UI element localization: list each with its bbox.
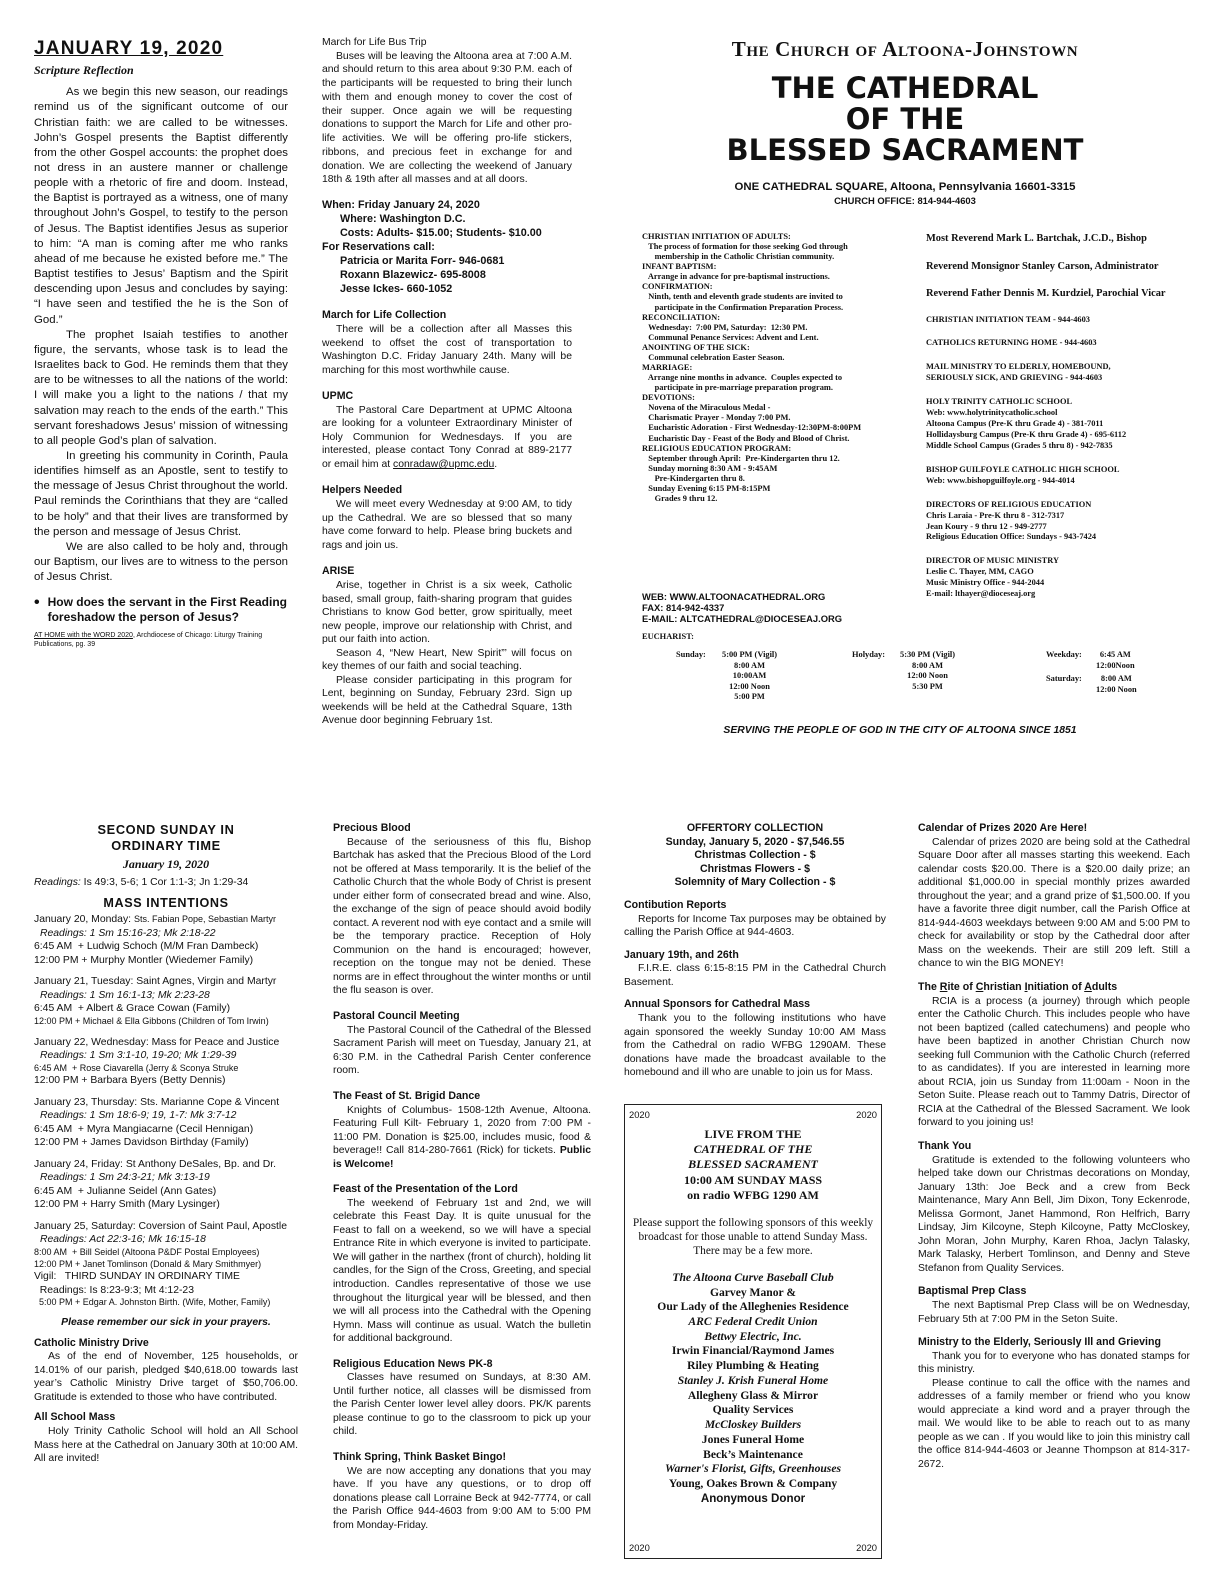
- mass-intention: Readings: Is 8:23-9:3; Mt 4:12-23: [34, 1284, 194, 1296]
- holyday-times: [900, 650, 955, 692]
- sponsor-list: [629, 1271, 877, 1507]
- sponsor-name: ARC Federal Credit Union: [688, 1315, 818, 1329]
- reflection-para: We are also called to be holy and, through our Baptism, our lives are to witness to the person of Jesus Christ.: [34, 540, 288, 584]
- sponsor-name: Young, Oakes Brown & Company: [668, 1476, 838, 1490]
- contact-info: [642, 592, 922, 624]
- mass-day: [34, 1036, 298, 1088]
- reflection-question: • How does the servant in the First Reading foreshadow the person of Jesus?: [34, 594, 287, 625]
- mass-time: 8:00 AM: [912, 660, 943, 670]
- mass-day-readings: Readings: Act 22:3-16; Mk 16:15-18: [40, 1234, 206, 1246]
- mass-intention: 12:00 PM + Murphy Montler (Wiedemer Family): [34, 954, 254, 966]
- fax-number: FAX: 814-942-4337: [642, 601, 725, 613]
- ministry-contact-line: Religious Education Office: Sundays - 943-7424: [926, 532, 1097, 542]
- mass-time: 10:00AM: [732, 671, 767, 680]
- section-title: Ministry to the Elderly, Seriously Ill and Grieving: [918, 1336, 1161, 1349]
- sponsor-name: Garvey Manor &: [709, 1285, 797, 1299]
- ministry-contact-line: DIRECTORS OF RELIGIOUS EDUCATION: [926, 499, 1092, 509]
- mass-day-heading: January 22, Wednesday: Mass for Peace and Justice: [34, 1036, 280, 1048]
- email-link[interactable]: E-MAIL: ALTCATHEDRAL@DIOCESEAJ.ORG: [642, 612, 843, 624]
- radio-sponsors-box: [624, 1104, 882, 1559]
- ministry-contact-group: [926, 397, 1192, 452]
- parish-motto: SERVING THE PEOPLE OF GOD IN THE CITY OF ALTOONA SINCE 1851: [723, 725, 1077, 736]
- mass-intention: 12:00 PM + Janet Tomlinson (Donald & Mary Smithmyer): [34, 1258, 262, 1269]
- mass-day-heading: January 23, Thursday: Sts. Marianne Cope & Vincent: [34, 1096, 280, 1108]
- section-body: Buses will be leaving the Altoona area at 7:00 A.M. and should return to this area about 9:30 P.M. each of the participants will be requested to bring their lunch with them and enough money to cover the cost of their supper. Once again we will be requesting donations to support the March for Life and other pro-life activities. We will be offering pro-life stickers, ribbons, and precious feet in exchange for and donation. We are collecting the weekend of January 18th & 19th after all masses and at all doors.: [322, 50, 572, 186]
- sacrament-info-line: The process of formation for those seeking God through: [642, 242, 848, 252]
- mass-intentions-title: MASS INTENTIONS: [103, 895, 229, 910]
- section-title: Contibution Reports: [624, 898, 727, 911]
- mass-day-readings: Readings: 1 Sm 3:1-10, 19-20; Mk 1:29-39: [40, 1050, 237, 1062]
- sacrament-info-line: membership in the Catholic Christian community.: [642, 252, 835, 262]
- sunday-label: Sunday:: [676, 650, 706, 659]
- mass-day: [34, 1220, 298, 1309]
- trip-details: When: Friday January 24, 2020 Where: Washington D.C. Costs: Adults- $15.00; Students- $10.00 For Reservations call: Patricia or Marita Forr- 946-0681 Roxann Blazewicz- 695-8008 Jesse Ickes- 660-1052: [322, 199, 542, 296]
- ministry-contact-line: Music Ministry Office - 944-2044: [926, 578, 1045, 588]
- section-title: March for Life Collection: [322, 309, 447, 322]
- mass-day-readings: Readings: 1 Sm 18:6-9; 19, 1-7: Mk 3:7-12: [40, 1110, 237, 1122]
- mass-time: 5:30 PM: [912, 681, 943, 691]
- sacrament-info-line: participate in pre-marriage preparation program.: [642, 383, 833, 393]
- offertory-collection: OFFERTORY COLLECTION Sunday, January 5, 2020 - $7,546.55 Christmas Collection - $ Christmas Flowers - $ Solemnity of Mary Collection - $: [665, 822, 845, 889]
- announcements-column-2: [333, 822, 591, 1532]
- mass-day-heading: January 25, Saturday: Coversion of Saint Paul, Apostle: [34, 1220, 287, 1232]
- ministry-contact-group: [926, 338, 1192, 349]
- section-title: Think Spring, Think Basket Bingo!: [333, 1450, 507, 1463]
- ministry-contact-group: [926, 465, 1192, 487]
- announcements-column-3: [918, 822, 1190, 1471]
- section-title: All School Mass: [34, 1411, 116, 1424]
- section-body: We are now accepting any donations that you may have. If you have any questions, or to drop off donations please call Lorraine Beck at 942-7774, or call the Parish Office 944-4603 from 9:00 AM to 5:00 PM from Monday-Friday.: [333, 1465, 591, 1531]
- sponsor-name: Riley Plumbing & Heating: [687, 1359, 819, 1373]
- section-body: As of the end of November, 125 households, or 14.01% of our parish, pledged $40,618.00 towards last year’s Catholic Ministry Drive target of $50,706.00. Gratitude is extended to those who have contributed.: [34, 1351, 298, 1403]
- sunday-times: [722, 650, 777, 703]
- liturgical-date: January 19, 2020: [122, 856, 210, 871]
- section-body: Classes have resumed on Sundays, at 8:30 AM. Until further notice, all classes will be dismissed from the Parish Center lower level alley doors. PK/K parents please continue to go to the classroom to pick up your child.: [333, 1372, 591, 1438]
- sponsor-name: Bettwy Electric, Inc.: [704, 1329, 802, 1343]
- sacrament-info-line: CONFIRMATION:: [642, 282, 713, 292]
- section-title: January 19th, and 26th: [624, 948, 739, 961]
- weekday-times: [1096, 650, 1135, 671]
- cathedral-name: THE CATHEDRAL OF THE BLESSED SACRAMENT: [726, 71, 1084, 167]
- mass-time: 12:00 Noon: [729, 681, 770, 691]
- section-title: March for Life Bus Trip: [322, 37, 427, 48]
- prayer-reminder: Please remember our sick in your prayers.: [61, 1317, 271, 1328]
- sacrament-info-line: RELIGIOUS EDUCATION PROGRAM:: [642, 443, 792, 453]
- sacrament-info-line: RECONCILIATION:: [642, 312, 721, 322]
- mass-day-heading: January 21, Tuesday: Saint Agnes, Virgin and Martyr: [34, 976, 277, 988]
- announcements-column-1: [322, 36, 572, 728]
- mass-intention: 12:00 PM + Barbara Byers (Betty Dennis): [34, 1075, 226, 1087]
- ministry-contact-line: BISHOP GUILFOYLE CATHOLIC HIGH SCHOOL: [926, 464, 1120, 474]
- section-body: Knights of Columbus- 1508-12th Avenue, Altoona. Featuring Full Kilt- February 1, 2020 from 7:00 PM - 11:00 PM. Donation is $25.00, includes music, food & beverage!! Call 814-280-7661 (Rick) for tickets. Public is Welcome!: [333, 1104, 591, 1170]
- section-body: The Pastoral Council of the Cathedral of the Blessed Sacrament Parish will meet on Tuesday, January 21, at 6:30 P.M. in the Cathedral Parish Center conference room.: [333, 1024, 591, 1077]
- mass-time: 5:00 PM: [734, 692, 765, 701]
- radio-broadcast-title: [629, 1127, 877, 1203]
- sacrament-info-line: ANOINTING OF THE SICK:: [642, 342, 750, 352]
- scripture-column: [34, 36, 288, 650]
- mass-time: 8:00 AM: [1100, 674, 1132, 683]
- mass-time: 6:45 AM: [1099, 650, 1131, 659]
- sponsor-appeal: Please support the following sponsors of this weekly broadcast for those unable to attend Sunday Mass. There may be a few more.: [632, 1217, 874, 1257]
- section-body: Holy Trinity Catholic School will hold an All School Mass here at the Cathedral on January 30th at 10:00 AM. All are invited!: [34, 1426, 298, 1465]
- ministry-contact-line: Web: www.bishopguilfoyle.org - 944-4014: [926, 475, 1075, 485]
- section-title: ARISE: [322, 565, 355, 578]
- sacrament-info-line: Arrange nine months in advance. Couples expected to: [642, 373, 843, 383]
- mass-day-heading: January 20, Monday: Sts. Fabian Pope, Sebastian Martyr: [34, 914, 277, 926]
- broadcast-title-line: LIVE FROM THE: [704, 1127, 802, 1141]
- ministry-contact-line: Leslie C. Thayer, MM, CAGO: [926, 567, 1034, 577]
- ministry-contact-line: Chris Laraia - Pre-K thru 8 - 312-7317: [926, 510, 1065, 520]
- section-title: Precious Blood: [333, 822, 411, 834]
- sacrament-info-line: Arrange in advance for pre-baptismal instructions.: [642, 272, 830, 282]
- masthead: [618, 36, 1192, 208]
- mass-intention: 5:00 PM + Edgar A. Johnston Birth. (Wife, Mother, Family): [34, 1297, 271, 1308]
- mass-intention: 12:00 PM + James Davidson Birthday (Family): [34, 1137, 249, 1149]
- box-year: 2020: [856, 1541, 877, 1553]
- section-title: Pastoral Council Meeting: [333, 1009, 460, 1022]
- section-title: UPMC: [322, 390, 354, 403]
- staff-directory: [926, 232, 1192, 613]
- section-body: Calendar of prizes 2020 are being sold at the Cathedral Square Door after all masses starting this weekend. Each calendar costs $20.00. There is a $20.00 daily prize; an additional $1,000.00 in special monthly prizes awarded throughout the year; and a grand prize of $1,500.00. If you have a favorite three digit number, call the Parish Office at 814-944-4603 weekdays between 9:00 AM and 5:00 PM to check for availability or stop by the Cathedral door after Mass on the weekends. Their are still 209 left. Still a chance to win the BIG MONEY!: [918, 836, 1190, 970]
- section-body: There will be a collection after all Masses this weekend to offset the cost of transportation to Washington D.C. Friday January 24th. Many will be marching for this most worthwhile cause.: [322, 324, 572, 376]
- ministry-contact-line: Altoona Campus (Pre-K thru Grade 4) - 381-7011: [926, 419, 1104, 429]
- ministry-contact-line: SERIOUSLY SICK, AND GRIEVING - 944-4603: [926, 373, 1103, 383]
- section-body: Please consider participating in this program for Lent, beginning on Sunday, February 23rd. Sign up weekends will be held at the Cathedral Square, 13th Avenue door beginning February 1st.: [322, 674, 572, 727]
- section-body: RCIA is a process (a journey) through which people enter the Catholic Church. This includes people who have not been baptized (called catechumens) and people who have been baptized in another Christian Church now seeking full Communion with the Catholic Church (referred to as candidates). If you are interested in learning more about RCIA, join us Sunday from 11:00am - Noon in the Seton Suite. Please reach out to Tammy Datris, Director of RCIA at the Cathedral of the Blessed Sacrament. We look forward to you joining us!: [918, 995, 1190, 1129]
- section-body: Thank you for to everyone who has donated stamps for this ministry.: [918, 1350, 1190, 1376]
- sponsor-name: Allegheny Glass & Mirror: [687, 1388, 819, 1402]
- ministry-contact-line: CATHOLICS RETURNING HOME - 944-4603: [926, 338, 1097, 348]
- sponsor-name: Anonymous Donor: [700, 1491, 806, 1505]
- sacrament-info-line: Eucharistic Day - Feast of the Body and Blood of Christ.: [642, 433, 850, 443]
- mass-day: [34, 913, 298, 967]
- mass-intention: 12:00 PM + Harry Smith (Mary Lysinger): [34, 1199, 220, 1211]
- section-title: Annual Sponsors for Cathedral Mass: [624, 998, 811, 1011]
- section-title: Thank You: [918, 1139, 972, 1152]
- ministry-contact-group: [926, 500, 1192, 544]
- liturgical-title: SECOND SUNDAY IN ORDINARY TIME: [97, 822, 235, 854]
- diocese-name: The Church of Altoona-Johnstown: [731, 37, 1079, 61]
- sponsor-name: Our Lady of the Alleghenies Residence: [657, 1300, 849, 1314]
- mass-time: 12:00 Noon: [907, 671, 948, 680]
- sacrament-info-line: Eucharistic Adoration - First Wednesday-12:30PM-8:00PM: [642, 423, 862, 433]
- church-office-phone: CHURCH OFFICE: 814-944-4603: [834, 195, 976, 207]
- mass-intention: 12:00 PM + Michael & Ella Gibbons (Children of Tom Irwin): [34, 1015, 269, 1026]
- citation: AT HOME with the WORD 2020, Archdiocese of Chicago: Liturgy Training Publications, pg. 39: [34, 632, 263, 649]
- section-body: Gratitude is extended to the following volunteers who helped take down our Christmas decorations on Monday, January 13th: Joe Beck and a crew from Beck Maintenance, Mary Ann Bell, Jim Dixon, Tony Eckenrode, Melissa Gormont, Janet Hammond, Ron Helfrich, Barry Lindsay, Jim Kilcoyne, Steph Kilcoyne, Patty McCloskey, John Moran, John Murphy, Karen Rhoa, Jaclyn Talasky, Mark Talasky, Herbert Tomlinson, and Denny and Steve Stefanon from Quality Services.: [918, 1154, 1190, 1274]
- ministry-contact-line: Web: www.holytrinitycatholic.school: [926, 408, 1058, 418]
- website-link[interactable]: WEB: WWW.ALTOONACATHEDRAL.ORG: [642, 591, 826, 602]
- sacraments-info: [642, 232, 912, 504]
- sacrament-info-line: Communal celebration Easter Season.: [642, 352, 785, 362]
- mass-intention: 6:45 AM + Myra Mangiacarne (Cecil Hennigan): [34, 1123, 254, 1135]
- mass-intention: Vigil: THIRD SUNDAY IN ORDINARY TIME: [34, 1271, 240, 1283]
- sacrament-info-line: MARRIAGE:: [642, 363, 693, 373]
- citation-link[interactable]: AT HOME with the WORD 2020: [34, 632, 133, 640]
- staff-administrator: Reverend Monsignor Stanley Carson, Administrator: [926, 260, 1159, 272]
- reflection-para: In greeting his community in Corinth, Paula identifies himself as an Apostle, sent to testify to the message of Jesus Christ throughout the world. Paul reminds the Corinthians that they are “called to be holy” and that their lives are transformed by the person and message of Jesus Christ.: [34, 449, 288, 538]
- mass-day: [34, 975, 298, 1027]
- box-year: 2020: [629, 1109, 650, 1120]
- sacrament-info-line: DEVOTIONS:: [642, 393, 695, 403]
- ministry-contact-group: [926, 556, 1192, 600]
- mass-day: [34, 1158, 298, 1212]
- offertory-column: [624, 822, 886, 1080]
- mass-day: [34, 1096, 298, 1150]
- section-body: F.I.R.E. class 6:15-8:15 PM in the Cathedral Church Basement.: [624, 963, 886, 988]
- mass-day-readings: Readings: 1 Sm 15:16-23; Mk 2:18-22: [40, 927, 216, 939]
- reflection-para: The prophet Isaiah testifies to another figure, the servants, whose task is to lead the Israelites back to God. He reminds them that they are to be witnesses to all the nations of the world: I will make you a light to the nations / that my salvation may reach to the ends of the earth.” This servant foreshadows Jesus’ mission of witnessing to all people God’s plan of salvation.: [34, 328, 288, 447]
- section-title: Feast of the Presentation of the Lord: [333, 1183, 518, 1196]
- sacrament-info-line: Wednesday: 7:00 PM, Saturday: 12:30 PM.: [642, 322, 808, 332]
- weekday-label: Weekday:: [1046, 650, 1082, 659]
- sacrament-info-line: Charismatic Prayer - Monday 7:00 PM.: [642, 413, 791, 423]
- mass-time: 12:00Noon: [1096, 660, 1135, 670]
- ministry-contact-line: E-mail: lthayer@dioceseaj.org: [926, 589, 1036, 599]
- reflection-para: As we begin this new season, our readings remind us of the significant outcome of our Christian faith: we are called to be witnesses. John’s Gospel presents the Baptist differently from the other Gospel accounts: the prophet does not dress in an austere manner or challenge people with a rhetoric of fire and doom. Instead, the Baptist is portrayed as a witness, one of many throughout John’s Gospel, to testify to the person of Jesus. The Baptist identifies Jesus as superior to him: “A man is coming after me who ranks ahead of me because he existed before me.” The Baptist testifies to Jesus’ Baptism and the Spirit descending upon Jesus and concludes by saying: “I have seen and testified the he is the Son of God.”: [34, 86, 288, 326]
- mass-time: 5:00 PM (Vigil): [722, 650, 778, 659]
- box-year: 2020: [629, 1541, 650, 1553]
- box-year: 2020: [856, 1109, 877, 1120]
- mass-intention: 8:00 AM + Bill Seidel (Altoona P&DF Postal Employees): [34, 1246, 260, 1257]
- sacrament-info-line: Communal Penance Services: Advent and Lent.: [642, 332, 819, 342]
- ministry-contact-line: Jean Koury - 9 thru 12 - 949-2777: [926, 521, 1047, 531]
- sacrament-info-line: CHRISTIAN INITIATION OF ADULTS:: [642, 232, 791, 241]
- ministry-contact-line: Middle School Campus (Grades 5 thru 8) - 942-7835: [926, 440, 1113, 450]
- bullet-icon: •: [34, 594, 40, 612]
- ministry-contact-group: [926, 362, 1192, 384]
- section-body: Because of the seriousness of this flu, Bishop Bartchak has asked that the Precious Blood of the Lord not be offered at Mass temporarily. It is the belief of the Catholic Church that the whole Body of Christ is present under either form of consecrated bread and wine. Also, the exchange of the sign of peace should avoid bodily contact. A reverent nod with eye contact and a smile will be the temporary practice. Reception of Holy Communion on the hand is encouraged; however, reception on the tongue may not be denied. These norms are in effect throughout the winter months or until the flu season is over.: [333, 836, 591, 997]
- sponsor-name: Beck’s Maintenance: [703, 1447, 803, 1461]
- sacrament-info-line: Grades 9 thru 12.: [642, 494, 718, 504]
- section-body: Season 4, “New Heart, New Spirit”’ will focus on key themes of our faith and social teaching.: [322, 647, 572, 673]
- staff-vicar: Reverend Father Dennis M. Kurdziel, Parochial Vicar: [926, 288, 1166, 300]
- sacrament-info-line: INFANT BAPTISM:: [642, 262, 717, 272]
- sacrament-info-line: Pre-Kindergarten thru 8.: [642, 473, 745, 483]
- mass-day-heading: January 24, Friday: St Anthony DeSales, Bp. and Dr.: [34, 1158, 277, 1170]
- sponsor-name: Warner's Florist, Gifts, Greenhouses: [665, 1462, 841, 1476]
- section-body: The Pastoral Care Department at UPMC Altoona are looking for a volunteer Extraordinary Minister of Holy Communion for Wednesdays. If you are interested, please contact Tony Conrad at 889-2177 or email him at conradaw@upmc.edu.: [322, 404, 572, 470]
- mass-day-readings: Readings: 1 Sm 16:1-13; Mk 2:23-28: [40, 989, 210, 1001]
- scripture-reflection-title: Scripture Reflection: [34, 63, 134, 78]
- email-link[interactable]: conradaw@upmc.edu: [393, 458, 495, 470]
- section-body: The weekend of February 1st and 2nd, we will celebrate this Feast Day. It is quite unusual for the Feast to fall on a weekend, so we will have a special Entrance Rite in which everyone is invited to participate. We will gather in the narthex (front of church), holding lit candles, for the Sign of the Cross, Greeting, and special introduction. Candles representative of those we use throughout the liturgical year will be blessed, and then we will all process into the Cathedral with the Opening Hymn. Mass will continue as usual. Watch the bulletin for additional background.: [333, 1197, 591, 1345]
- mass-time: 5:30 PM (Vigil): [900, 650, 956, 659]
- bulletin-date: JANUARY 19, 2020: [34, 38, 224, 59]
- sacrament-info-line: September through April: Pre-Kindergarten thru 12.: [642, 453, 840, 463]
- ministry-contact-line: CHRISTIAN INITIATION TEAM - 944-4603: [926, 314, 1090, 324]
- sacrament-info-line: participate in the Confirmation Preparation Process.: [642, 302, 844, 312]
- ministry-contact-line: HOLY TRINITY CATHOLIC SCHOOL: [926, 397, 1073, 407]
- mass-day-readings: Readings: 1 Sm 24:3-21; Mk 3:13-19: [40, 1172, 210, 1184]
- section-title: Baptismal Prep Class: [918, 1285, 1027, 1298]
- ministry-contact-line: MAIL MINISTRY TO ELDERLY, HOMEBOUND,: [926, 362, 1111, 372]
- ministry-contact-group: [926, 315, 1192, 326]
- sacrament-info-line: Sunday Evening 6:15 PM-8:15PM: [642, 483, 771, 493]
- saturday-label: Saturday:: [1046, 674, 1082, 683]
- sponsor-name: Stanley J. Krish Funeral Home: [677, 1373, 829, 1387]
- sacrament-info-line: Novena of the Miraculous Medal -: [642, 403, 771, 413]
- section-title: The Feast of St. Brigid Dance: [333, 1089, 481, 1102]
- section-body: Please continue to call the office with the names and addresses of a family member or friend who you know would appreciate a kind word and a prayer through the mail. We would like to be able to reach out to as many people as we can . If you would like to join this ministry call the office 814-944-4603 or Jeanne Thompson at 814-317-2672.: [918, 1377, 1190, 1470]
- sponsor-name: McCloskey Builders: [704, 1418, 802, 1432]
- mass-intention: 6:45 AM + Julianne Seidel (Ann Gates): [34, 1185, 217, 1197]
- broadcast-title-line: BLESSED SACRAMENT: [688, 1157, 818, 1172]
- ministry-contact-line: DIRECTOR OF MUSIC MINISTRY: [926, 556, 1060, 566]
- mass-time: 12:00 Noon: [1096, 684, 1137, 694]
- eucharist-label: EUCHARIST:: [642, 632, 694, 641]
- bus-trip-section: [322, 36, 572, 187]
- sponsor-name: The Altoona Curve Baseball Club: [672, 1270, 834, 1284]
- mass-intentions-column: [34, 822, 298, 1466]
- section-title: Catholic Ministry Drive: [34, 1336, 149, 1349]
- sacrament-info-line: Ninth, tenth and eleventh grade students are invited to: [642, 292, 843, 302]
- saturday-times: [1096, 674, 1137, 695]
- mass-intention: 6:45 AM + Albert & Grace Cowan (Family): [34, 1003, 231, 1015]
- sponsor-name: Irwin Financial/Raymond James: [671, 1344, 835, 1358]
- section-body: Arise, together in Christ is a six week, Catholic based, small group, faith-sharing program that guides Christians to know God better, grow spiritually, meet new people, improve our relationship with Christ, and put our faith into action.: [322, 580, 572, 646]
- broadcast-title-line: on radio WFBG 1290 AM: [687, 1187, 819, 1202]
- section-title: Religious Education News PK-8: [333, 1357, 493, 1370]
- section-body: The next Baptismal Prep Class will be on Wednesday, February 5th at 7:00 PM in the Seton Suite.: [918, 1300, 1190, 1325]
- sponsor-name: Jones Funeral Home: [701, 1432, 805, 1446]
- ministry-contact-line: Hollidaysburg Campus (Pre-K thru Grade 4) - 695-6112: [926, 430, 1127, 439]
- holyday-label: Holyday:: [852, 650, 886, 659]
- sunday-readings: Readings: Is 49:3, 5-6; 1 Cor 1:1-3; Jn 1:29-34: [34, 877, 249, 889]
- sponsor-name: Quality Services: [712, 1403, 794, 1417]
- staff-bishop: Most Reverend Mark L. Bartchak, J.C.D., Bishop: [926, 233, 1147, 244]
- mass-time: 8:00 AM: [734, 660, 765, 670]
- section-title: Calendar of Prizes 2020 Are Here!: [918, 822, 1088, 834]
- section-body: Reports for Income Tax purposes may be obtained by calling the Parish Office at 944-4603.: [624, 913, 886, 939]
- section-title: Helpers Needed: [322, 484, 403, 497]
- broadcast-title-line: CATHEDRAL OF THE: [693, 1142, 813, 1157]
- mass-intention: 6:45 AM + Ludwig Schoch (M/M Fran Dambeck): [34, 941, 259, 953]
- mass-intention: 6:45 AM + Rose Ciavarella (Jerry & Sconya Struke: [34, 1062, 239, 1073]
- sacrament-info-line: Sunday morning 8:30 AM - 9:45AM: [642, 463, 778, 473]
- address: ONE CATHEDRAL SQUARE, Altoona, Pennsylvania 16601-3315: [734, 180, 1076, 193]
- broadcast-title-line: 10:00 AM SUNDAY MASS: [683, 1172, 823, 1187]
- section-body: Thank you to the following institutions who have again sponsored the weekly Sunday 10:00 AM Mass from the Cathedral on radio WFBG 1290AM. These donations have made the broadcast available to the homebound and ill who are unable to join us for Mass.: [624, 1013, 886, 1079]
- section-body: We will meet every Wednesday at 9:00 AM, to tidy up the Cathedral. We are so blessed that so many have come forward to help. Please bring buckets and rags and join us.: [322, 499, 572, 551]
- section-title: The Rite of Christian Initiation of Adults: [918, 980, 1118, 993]
